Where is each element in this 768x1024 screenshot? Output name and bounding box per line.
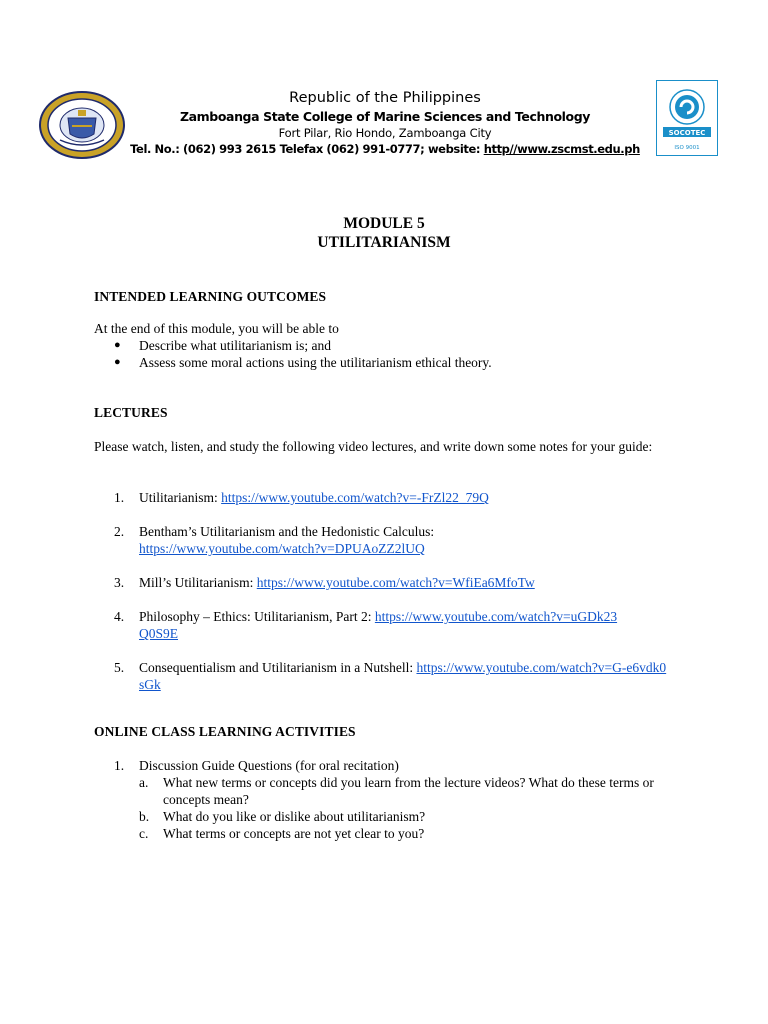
module-number: MODULE 5 [343,215,425,232]
activities-heading: ONLINE CLASS LEARNING ACTIVITIES [94,724,356,739]
activity-item-1: 1. Discussion Guide Questions (for oral recitation) [114,758,399,773]
cert-standard-text: ISO 9001 [674,145,700,151]
lecture-item-3: 3. Mill’s Utilitarianism: https://www.youtube.com/watch?v=WfiEa6MfoTw [114,575,535,590]
letterhead [0,0,768,170]
letterhead-contact-text: Tel. No.: (062) 993 2615 Telefax (062) 991-0777; website: [130,142,484,156]
lecture-link-4[interactable]: https://www.youtube.com/watch?v=uGDk23Q0S9E [139,609,618,641]
module-title [0,214,768,252]
lectures-list [94,489,694,710]
outcomes-intro: At the end of this module, you will be able to [94,321,339,336]
list-item: ● Assess some moral actions using the utilitarianism ethical theory. [114,355,492,370]
lecture-link-5[interactable]: https://www.youtube.com/watch?v=G-e6vdk0sGk [139,660,667,692]
lecture-item-1: 1. Utilitarianism: https://www.youtube.com/watch?v=-FrZl22_79Q [114,490,489,505]
activity-question-b: b. What do you like or dislike about utilitarianism? [139,809,426,824]
activity-question-c: c. What terms or concepts are not yet clear to you? [139,826,425,841]
letterhead-college-name: Zamboanga State College of Marine Sciences and Technology [179,109,591,124]
lecture-link-1[interactable]: https://www.youtube.com/watch?v=-FrZl22_79Q [221,490,489,505]
outcomes-heading: INTENDED LEARNING OUTCOMES [94,289,327,304]
letterhead-address: Fort Pilar, Rio Hondo, Zamboanga City [278,126,492,140]
lectures-intro: Please watch, listen, and study the following video lectures, and write down some notes for your guide: [94,439,653,454]
letterhead-contact [130,141,640,158]
bullet-icon: ● [114,339,121,351]
lecture-item-4: 4. Philosophy – Ethics: Utilitarianism, Part 2: https://www.youtube.com/watch?v=uGDk23Q0S9E [114,609,618,641]
list-item: ● Describe what utilitarianism is; and [114,338,331,353]
lecture-link-3[interactable]: https://www.youtube.com/watch?v=WfiEa6MfoTw [256,575,535,590]
bullet-icon: ● [114,356,121,368]
college-seal-icon [38,90,126,160]
letterhead-republic: Republic of the Philippines [289,90,481,106]
lecture-item-2: 2. Bentham’s Utilitarianism and the Hedonistic Calculus: https://www.youtube.com/watch?v=DPUAoZZ2lUQ [114,524,435,556]
socotec-certification-icon [656,80,718,156]
cert-brand-text: SOCOTEC [668,129,706,137]
activity-question-a: a. What new terms or concepts did you learn from the lecture videos? What do these terms or concepts mean? [139,775,654,807]
activities-list [94,757,694,842]
lecture-link-2[interactable]: https://www.youtube.com/watch?v=DPUAoZZ2lUQ [139,541,425,556]
outcomes-list [94,337,694,371]
lecture-item-5: 5. Consequentialism and Utilitarianism in a Nutshell: https://www.youtube.com/watch?v=G-e6vdk0sGk [114,660,667,692]
lectures-heading: LECTURES [94,405,168,420]
module-name: UTILITARIANISM [317,234,451,251]
letterhead-website-link[interactable]: http//www.zscmst.edu.ph [483,142,640,156]
